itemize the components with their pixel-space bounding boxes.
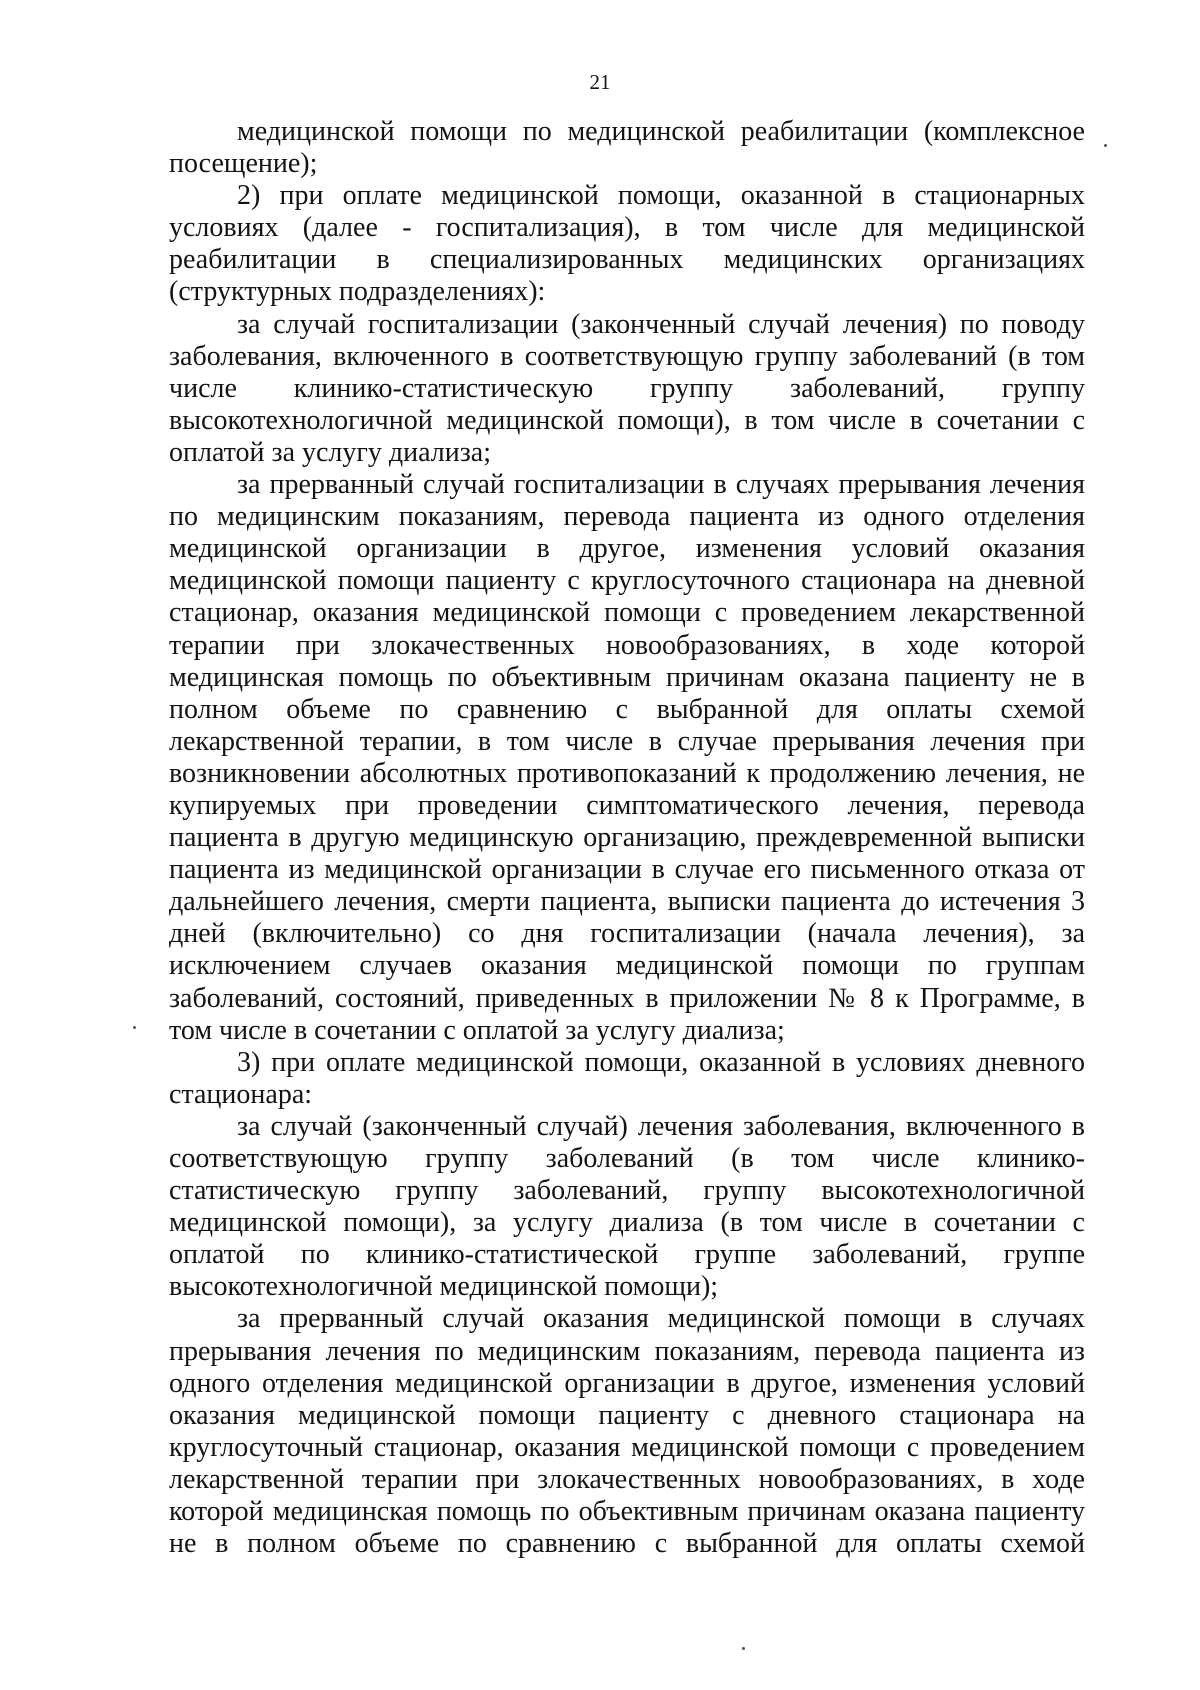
paragraph-interrupted-hospitalization: за прерванный случай госпитализации в случаях прерывания лечения по медицинским показаниям, перевода пациента из одного отделения медицинской организации в другое, изменения условий оказания медицинской помощи пациенту с круглосуточного стационара на дневной стационар, оказания медицинской помощи с проведением лекарственной терапии при злокачественных новообразованиях, в ходе которой медицинская помощь по объективным причинам оказана пациенту не в полном объеме по сравнению с выбранной для оплаты схемой лекарственной терапии, в том числе в случае прерывания лечения при возникновении абсолютных противопоказаний к продолжению лечения, не купируемых при проведении симптоматического лечения, перевода пациента в другую медицинскую организацию, преждевременной выписки пациента из медицинской организации в случае его письменного отказа от дальнейшего лечения, смерти пациента, выписки пациента до истечения 3 дней (включительно) со дня госпитализации (начала лечения), за исключением случаев оказания медицинской помощи по группам заболеваний, состояний, приведенных в приложении № 8 к Программе, в том числе в сочетании с оплатой за услугу диализа; bbox=[169, 469, 1085, 1046]
scan-speck bbox=[133, 1026, 136, 1029]
paragraph-day-hospital-interrupted-case: за прерванный случай оказания медицинской помощи в случаях прерывания лечения по медицинским показаниям, перевода пациента из одного отделения медицинской организации в другое, изменения условий оказания медицинской помощи пациенту с дневного стационара на круглосуточный стационар, оказания медицинской помощи с проведением лекарственной терапии при злокачественных новообразованиях, в ходе которой медицинская помощь по объективным причинам оказана пациенту не в полном объеме по сравнению с выбранной для оплаты схемой bbox=[169, 1303, 1085, 1560]
page-number: 21 bbox=[589, 70, 611, 94]
paragraph-inpatient-payment: 2) при оплате медицинской помощи, оказанной в стационарных условиях (далее - госпитализация), в том числе для медицинской реабилитации в специализированных медицинских организациях (структурных подразделениях): bbox=[169, 180, 1085, 308]
paragraph-continuation: медицинской помощи по медицинской реабилитации (комплексное посещение); bbox=[169, 116, 1085, 180]
paragraph-day-hospital-completed-case: за случай (законченный случай) лечения заболевания, включенного в соответствующую группу заболеваний (в том числе клинико-статистическую группу заболеваний, группу высокотехнологичной медицинской помощи), за услугу диализа (в том числе в сочетании с оплатой по клинико-статистической группе заболеваний, группе высокотехнологичной медицинской помощи); bbox=[169, 1110, 1085, 1303]
paragraph-day-hospital-payment: 3) при оплате медицинской помощи, оказанной в условиях дневного стационара: bbox=[169, 1046, 1085, 1110]
scan-speck bbox=[742, 1647, 745, 1650]
scan-speck bbox=[1104, 144, 1107, 147]
document-body bbox=[169, 116, 1085, 1560]
paragraph-completed-hospitalization: за случай госпитализации (законченный случай лечения) по поводу заболевания, включенного в соответствующую группу заболеваний (в том числе клинико-статистическую группу заболеваний, группу высокотехнологичной медицинской помощи), в том числе в сочетании с оплатой за услугу диализа; bbox=[169, 308, 1085, 468]
